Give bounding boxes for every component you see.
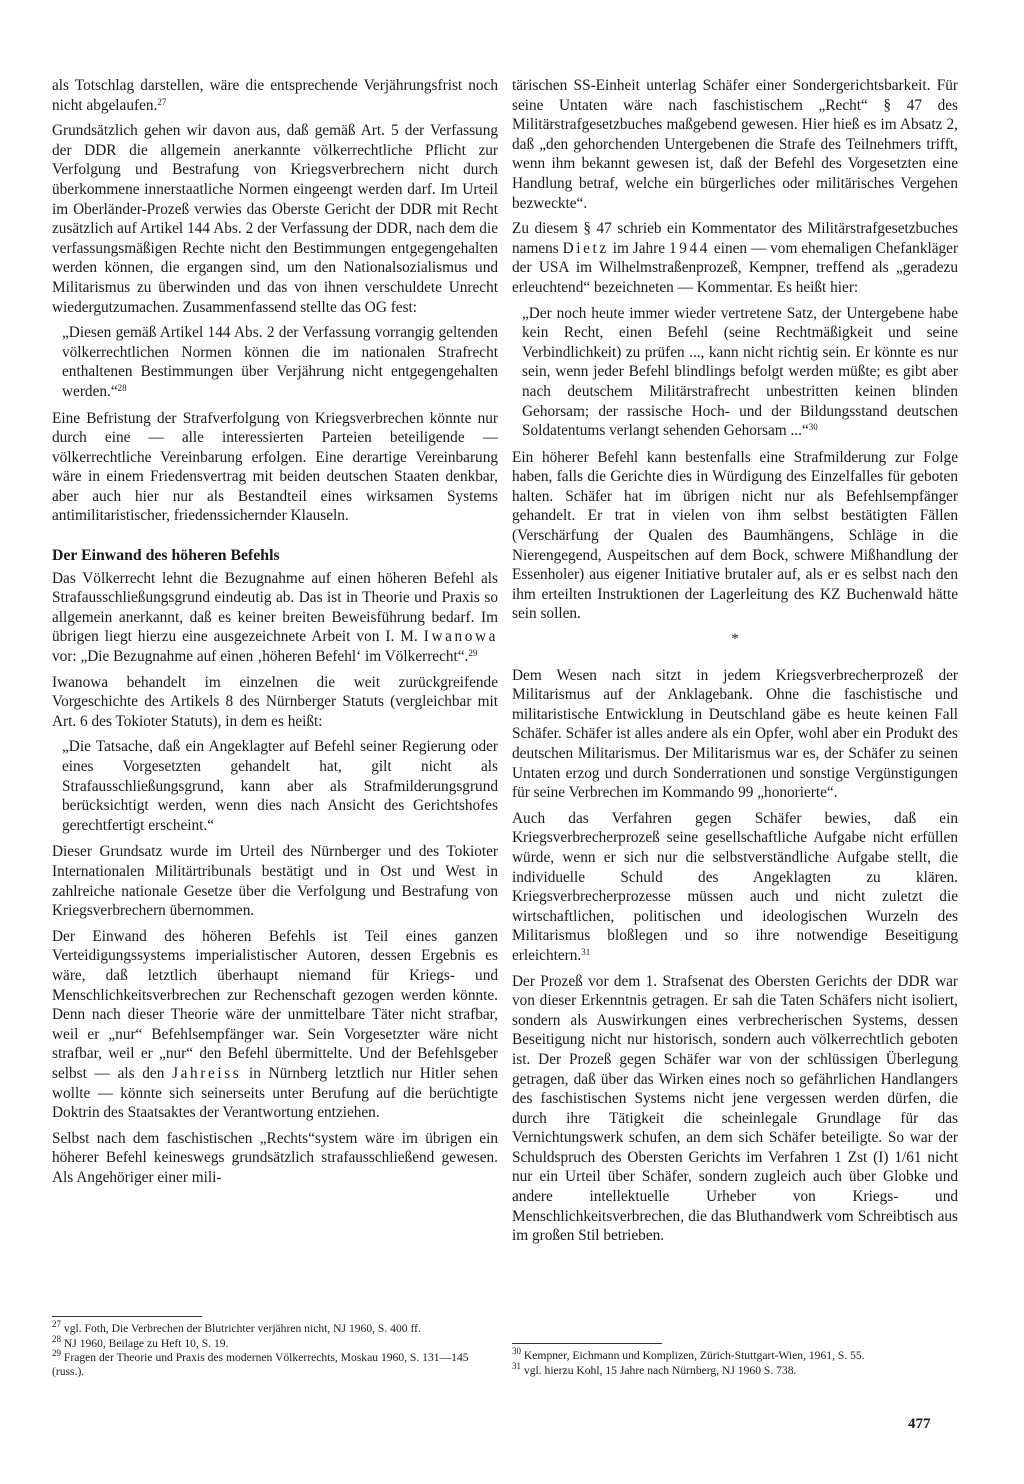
paragraph: Selbst nach dem faschistischen „Rechts“system wäre im übrigen ein höherer Befehl keineswegs grundsätzlich strafausschließend gewesen. Als Angehöriger einer mili- (52, 1129, 498, 1186)
spaced-name: Iwanowa (423, 628, 499, 646)
page-number: 477 (908, 1416, 931, 1432)
block-quote: „Der noch heute immer wieder vertretene Satz, der Untergebene habe kein Recht, einen Befehl (seine Rechtmäßigkeit und seine Verbindlichkeit) zu prüfen ..., kann nicht richtig sein. Er könnte es nur sein, wenn jeder Befehl blindlings befolgt werden müßte; es gibt aber nach deutschem Militärstrafrecht unbestritten keinen blinden Gehorsam; der rassische Hoch- und der Bildungsstand deutschen Soldatentums verlangt sehenden Gehorsam ...“$^{30}$ (522, 304, 958, 440)
spaced-name: Jahreiss (172, 1064, 242, 1082)
spaced-year: 1944 (668, 239, 710, 257)
left-column (52, 76, 498, 1193)
block-quote: „Die Tatsache, daß ein Angeklagter auf Befehl seiner Regierung oder eines Vorgesetzten gehandelt hat, gilt nicht als Strafausschließungsgrund, kann aber als Strafmilderungsgrund berücksichtigt werden, wenn dies nach Ansicht des Gerichtshofes gerechtfertigt erscheint.“ (62, 738, 498, 834)
footnote: $^{29}$ Fragen der Theorie und Praxis des modernen Völkerrechts, Moskau 1960, S. 131—145 (russ.). (52, 1348, 469, 1378)
paragraph: Der Prozeß vor dem 1. Strafsenat des Obersten Gerichts der DDR war von dieser Erkenntnis getragen. Er sah die Taten Schäfers nicht isoliert, sondern als Auswirkungen eines verbrecherischen Systems, dessen Beseitigung nicht nur historisch, sondern auch völkerrechtlich geboten ist. Der Prozeß gegen Schäfer war von der schlüssigen Überlegung getragen, daß über das Wirken eines noch so gefährlichen Handlangers des faschistischen Systems nicht jene vergessen werden dürfen, die durch ihre Tätigkeit die scheinlegale Grundlage für das Vernichtungswerk schufen, an dem sich Schäfer beteiligte. So war der Schuldspruch des Obersten Gerichts im Verfahren 1 Zst (I) 1/61 nicht nur ein Urteil über Schäfer, sondern zugleich auch über Globke und andere intellektuelle Urheber von Kriegs- und Menschlichkeitsverbrechen, die das Bluthandwerk vom Schreibtisch aus im großen Stil betrieben. (512, 972, 958, 1245)
paragraph: Das Völkerrecht lehnt die Bezugnahme auf einen höheren Befehl als Strafausschließungsgrund eindeutig ab. Das ist in Theorie und Praxis so allgemein anerkannt, daß es keiner breiten Beweisführung bedarf. Im übrigen liegt hierzu eine ausgezeichnete Arbeit von I. M. Iwanowa vor: „Die Bezugnahme auf einen ‚höheren Befehl‘ im Völkerrecht“.$^{29}$ (52, 569, 499, 666)
section-heading: Der Einwand des höheren Befehls (52, 547, 280, 565)
paragraph: Dieser Grundsatz wurde im Urteil des Nürnberger und des Tokioter Internationalen Militärtribunals bestätigt und in Ost und West in zahlreiche nationale Gesetze über die Verfolgung und Bestrafung von Kriegsverbrechern übernommen. (52, 843, 498, 920)
footnote-rule (512, 1343, 662, 1344)
footnotes-left (52, 1319, 498, 1379)
paragraph: Auch das Verfahren gegen Schäfer bewies, daß ein Kriegsverbrecherprozeß seine gesellschaftliche Aufgabe nicht erfüllen würde, wenn er sich nur die selbstverständliche Aufgabe stellt, die individuelle Schuld des Angeklagten zu klären. Kriegsverbrecherprozesse müssen auch und nicht zuletzt die wirtschaftlichen, politischen und ideologischen Wurzeln des Militarismus bloßlegen und so ihre notwendige Beseitigung erleichtern.$^{31}$ (512, 809, 958, 964)
right-column (512, 76, 958, 1252)
paragraph: tärischen SS-Einheit unterlag Schäfer einer Sondergerichtsbarkeit. Für seine Untaten wäre nach faschistischem „Recht“ § 47 des Militärstrafgesetzbuches maßgebend gewesen. Hier hieß es im Absatz 2, daß „den gehorchenden Untergebenen die Strafe des Teilnehmers trifft, wenn ihm bekannt gewesen ist, daß der Befehl des Vorgesetzten eine Handlung betraf, welche ein bürgerliches oder militärisches Vergehen bezweckte“. (512, 77, 958, 212)
footnote-ref: 27 (157, 96, 167, 107)
footnote-rule (52, 1316, 202, 1317)
paragraph: Eine Befristung der Strafverfolgung von Kriegsverbrechen könnte nur durch eine — alle interessierten Parteien beteiligende — völkerrechtliche Vereinbarung erfolgen. Eine derartige Vereinbarung wäre in einem Friedensvertrag mit beiden deutschen Staaten denkbar, aber auch hier nur als Bestandteil eines wirksamen Systems antimilitaristischer, friedenssichernder Klauseln. (52, 409, 498, 525)
footnote: $^{30}$ Kempner, Eichmann und Komplizen, Zürich-Stuttgart-Wien, 1961, S. 55. (512, 1346, 865, 1362)
footnote-ref: 29 (468, 648, 478, 659)
spaced-name: Dietz (562, 239, 609, 257)
footnote-ref: 31 (581, 946, 591, 957)
footnote-ref: 28 (117, 382, 127, 393)
paragraph: Iwanowa behandelt im einzelnen die weit zurückgreifende Vorgeschichte des Artikels 8 des Nürnberger Statuts (vergleichbar mit Art. 6 des Tokioter Statuts), in dem es heißt: (52, 673, 498, 730)
paragraph: als Totschlag darstellen, wäre die entsprechende Verjährungsfrist noch nicht abgelaufen.$^{27}$ (52, 77, 498, 114)
footnote-ref: 30 (808, 422, 818, 433)
footnote: $^{31}$ vgl. hierzu Kohl, 15 Jahre nach Nürnberg, NJ 1960 S. 738. (512, 1360, 797, 1377)
section-separator: * (731, 631, 739, 648)
footnote: $^{28}$ NJ 1960, Beilage zu Heft 10, S. 19. (52, 1333, 229, 1350)
paragraph: Grundsätzlich gehen wir davon aus, daß gemäß Art. 5 der Verfassung der DDR die allgemein anerkannte völkerrechtliche Pflicht zur Verfolgung und Bestrafung von Kriegsverbrechern nicht durch überkommene innerstaatliche Normen eingeengt werden darf. Im Urteil im Oberländer-Prozeß verwies das Oberste Gericht der DDR mit Recht zusätzlich auf Artikel 144 Abs. 2 der Verfassung der DDR, nach dem die verfassungsmäßigen Rechte nicht den Bestimmungen entgegengehalten werden können, die ergangen sind, um den Nationalsozialismus und Militarismus zu überwinden und das von ihnen verschuldete Unrecht wiedergutzumachen. Zusammenfassend stellte das OG fest: (52, 122, 498, 316)
paragraph: Dem Wesen nach sitzt in jedem Kriegsverbrecherprozeß der Militarismus auf der Anklagebank. Ohne die faschistische und militaristische Entwicklung in Deutschland gäbe es heute keinen Fall Schäfer. Schäfer ist alles andere als ein Opfer, wohl aber ein Produkt des deutschen Militarismus. Der Militarismus war es, der Schäfer zu seinen Untaten erzog und durch Sonderrationen und sonstige Vergünstigungen für seine Verbrechen im Kommando 99 „honorierte“. (512, 666, 958, 802)
paragraph: Der Einwand des höheren Befehls ist Teil eines ganzen Verteidigungssystems imperialistischer Autoren, dessen Ergebnis es wäre, daß letztlich überhaupt niemand für Kriegs- und Menschlichkeitsverbrechen zur Rechenschaft gezogen werden könnte. Denn nach dieser Theorie wäre der unmittelbare Täter nicht strafbar, weil er „nur“ Befehlsempfänger war. Sein Vorgesetzter wäre nicht strafbar, weil er „nur“ den Befehl übermittelte. Und der Befehlsgeber selbst — als den Jahreiss in Nürnberg letztlich nur Hitler sehen wollte — könnte sich seinerseits unter Berufung auf die berüchtigte Doktrin des Staatsaktes der Verantwortung entziehen. (52, 927, 498, 1122)
footnote: $^{27}$ vgl. Foth, Die Verbrechen der Blutrichter verjähren nicht, NJ 1960, S. 400 ff. (52, 1319, 421, 1335)
paragraph: Ein höherer Befehl kann bestenfalls eine Strafmilderung zur Folge haben, falls die Gerichte dies in Würdigung des Einzelfalles für geboten halten. Schäfer hat im übrigen nicht nur als Befehlsempfänger gehandelt. Er trat in vielen von ihm selbst bestätigten Fällen (Verschärfung der Qualen des Baumhängens, Schläge in die Nierengegend, Auspeitschen auf dem Bock, schwere Mißhandlung der Essenholer) aus eigener Initiative brutaler auf, als er es selbst nach den ihm erteilten Instruktionen der Lagerleitung des KZ Buchenwald hätte sein sollen. (512, 448, 958, 623)
block-quote: „Diesen gemäß Artikel 144 Abs. 2 der Verfassung vorrangig geltenden völkerrechtlichen Normen können die im nationalen Strafrecht enthaltenen Bestimmungen über Verjährung nicht entgegengehalten werden.“$^{28}$ (62, 324, 498, 400)
footnotes-right (512, 1346, 958, 1378)
paragraph: Zu diesem § 47 schrieb ein Kommentator des Militärstrafgesetzbuches namens Dietz im Jahre 1944 einen — vom ehemaligen Chefankläger der USA im Wilhelmstraßenprozeß, Kempner, treffend als „geradezu erleuchtend“ bezeichneten — Kommentar. Es heißt hier: (512, 220, 959, 296)
